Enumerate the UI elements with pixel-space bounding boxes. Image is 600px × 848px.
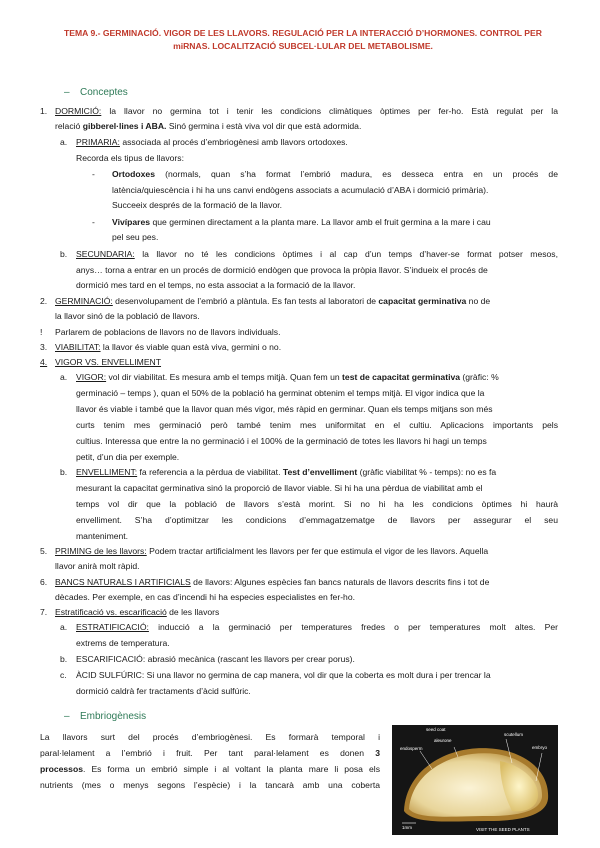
bancs-term: BANCS NATURALS I ARTIFICIALS [55, 577, 191, 587]
embrio-line-2 [40, 747, 380, 760]
embrio-text-3b: . Es forma un embrió simple i al voltant la planta mare li posa els [83, 764, 380, 774]
viviapares-line-1 [112, 216, 491, 229]
vigor-line-3: llavor és viable i també que la llavor quan més vigor, més ràpid en germinar. Quan els temps mitjans son més [76, 404, 493, 414]
germinacio-term: GERMINACIÓ: [55, 296, 113, 306]
section-conceptes-title: Conceptes [80, 87, 128, 98]
estrat-c-line-1 [76, 669, 491, 682]
item-number-4: 4. [40, 357, 48, 367]
ortodoxes-line-3: Succeeix després de la formació de la llavor. [112, 200, 283, 210]
secundaria-line-1 [76, 248, 558, 261]
envelliment-text-1a: fa referencia a la pèrdua de viabilitat. [137, 467, 283, 477]
marker-a: a. [60, 372, 68, 382]
viviapares-line-2: pel seu pes. [112, 232, 159, 242]
estrat-a-term: ESTRATIFICACIÓ: [76, 622, 149, 632]
seed-section-photo [392, 725, 558, 835]
vigor-envelliment-head [55, 356, 161, 369]
section-dash: – [64, 711, 70, 722]
item-number-6: 6. [40, 577, 48, 587]
secundaria-line-2: anys… torna a entrar en un procés de dormició endògen que provoca la pròpia llavor. S’indueix el procés de [76, 265, 488, 275]
label-scutellum: scutellum [504, 732, 524, 737]
exclaim-marker: ! [40, 327, 43, 337]
vigor-line-1 [76, 371, 499, 384]
marker-b: b. [60, 467, 68, 477]
bullet-viviapares: - [92, 217, 95, 227]
dormicio-text-1: la llavor no germina tot i tenir les condicions climàtiques òptimes per fer-ho. Està regulat per la [101, 106, 558, 116]
vigor-text-1b: test de capacitat germinativa [342, 372, 461, 382]
dormicio-text-2c: Sinó germina i està viva vol dir que està adormida. [166, 121, 362, 131]
secundaria-text-1: la llavor no té les condicions òptimes i al cap d’un temps d’haver-se format potser mesos, [134, 249, 558, 259]
embrio-text-2: paral·lelament a l’embrió i fruit. Per tant paral·lelament es donen [40, 748, 364, 758]
embrio-text-3a: processos [40, 764, 83, 774]
envelliment-text-1c: (gràfic viabilitat % - temps): no es fa [357, 467, 497, 477]
estrat-c-term: ÀCID SULFÚRIC: [76, 670, 145, 680]
item-number-3: 3. [40, 342, 48, 352]
title-line-2: miRNAS. LOCALITZACIÓ SUBCEL·LULAR DEL METABOLISME. [173, 41, 433, 51]
dormicio-line-1 [55, 105, 558, 118]
envelliment-line-5: manteniment. [76, 531, 129, 541]
estrat-b-line [76, 653, 355, 666]
label-seed-coat: seed coat [426, 727, 446, 732]
label-embryo: embryo [532, 745, 548, 750]
priming-line-1 [55, 545, 488, 558]
estrat-b-text: abrasió mecànica (rascant les llavors per crear porus). [145, 654, 355, 664]
vigor-line-4: curts tenim mes germinació però també tenim mes uniformitat en el cultiu. Aplicacions importants pels [76, 420, 558, 430]
section-embriogenesis [64, 710, 146, 723]
secundaria-line-3: dormició mes tard en el temps, no esta associat a la formació de la llavor. [76, 280, 356, 290]
label-endosperm: endosperm [400, 746, 423, 751]
estrat-c-line-2: dormició caldrà fer tractaments d’àcid sulfúric. [76, 686, 251, 696]
dormicio-text-2b: gibberel·lines i ABA. [82, 121, 167, 131]
dormicio-text-2a: relació [55, 121, 83, 131]
germinacio-line-2: la llavor sinó de la població de llavors. [55, 311, 200, 321]
envelliment-line-1 [76, 466, 496, 479]
embrio-line-4: nutrients (mes o menys segons l’espècie) i la tancarà amb una coberta [40, 780, 380, 790]
estrat-b-term: ESCARIFICACIÓ: [76, 654, 146, 664]
marker-b: b. [60, 249, 68, 259]
marker-b: b. [60, 654, 68, 664]
germinacio-text-1b: capacitat germinativa [378, 296, 467, 306]
dormicio-line-2 [55, 120, 361, 133]
germinacio-line-1 [55, 295, 490, 308]
marker-a: a. [60, 137, 68, 147]
document-title [48, 27, 558, 53]
secundaria-term: SECUNDARIA: [76, 249, 135, 259]
envelliment-line-4: envelliment. S’ha d’optimitzar les condicions d’emmagatzematge de llavors per assegurar el seu [76, 515, 558, 525]
priming-text-1: Podem tractar artificialment les llavors per fer que estimula el vigor de les llavors. Aquella [146, 546, 489, 556]
label-scale: 1mm [402, 825, 412, 830]
envelliment-line-3: temps vol dir que la població de llavors s’està morint. Si no hi ha les condicions òptimes hi haurà [76, 499, 558, 509]
title-line-1: TEMA 9.- GERMINACIÓ. VIGOR DE LES LLAVORS. REGULACIÓ PER LA INTERACCIÓ D’HORMONES. CONTROL PER [64, 28, 542, 38]
ortodoxes-line-2: latència/quiescència i hi ha uns canvi endògens associats a acumulació d’ABA i dormició primària). [112, 185, 489, 195]
label-aleurone: aleurone [434, 738, 452, 743]
vigor-text-1c: (gràfic: % [460, 372, 499, 382]
viabilitat-line [55, 341, 281, 354]
section-embriogenesis-title: Embriogènesis [80, 711, 147, 722]
vigor-term: VIGOR: [76, 372, 107, 382]
vigor-line-2: germinació – temps ), quan el 50% de la població ha germinat obtenim el temps mitjà. El vigor indica que la [76, 388, 485, 398]
estratificacio-head [55, 606, 219, 619]
primaria-line [76, 136, 348, 149]
germinacio-text-1a: desenvolupament de l’embrió a plàntula. Es fan tests al laboratori de [112, 296, 379, 306]
envelliment-line-2: mesurant la capacitat germinativa sinó la proporció de llavor viable. Si hi ha una pèrdua de viabilitat amb el [76, 483, 483, 493]
priming-term: PRIMING de les llavors: [55, 546, 147, 556]
bancs-text-1: de llavors: Algunes espècies fan bancs naturals de llavors descrits fins i tot de [190, 577, 490, 587]
viabilitat-text: la llavor és viable quan està viva, germini o no. [100, 342, 282, 352]
marker-c: c. [60, 670, 67, 680]
primaria-term: PRIMARIA: [76, 137, 120, 147]
poblacions-line: Parlarem de poblacions de llavors no de llavors individuals. [55, 327, 281, 337]
bullet-ortodoxes: - [92, 169, 95, 179]
estrat-a-text-1: inducció a la germinació per temperatures fredes o per temperatures molt altes. Per [148, 622, 558, 632]
priming-line-2: llavor anirà molt ràpid. [55, 561, 140, 571]
estrat-a-line-1 [76, 621, 558, 634]
estrat-a-line-2: extrems de temperatura. [76, 638, 170, 648]
germinacio-text-1c: no de [466, 296, 491, 306]
estrat-c-text-1: Si una llavor no germina de cap manera, vol dir que la coberta es molt dura i per trencar la [144, 670, 491, 680]
bancs-line-2: dècades. Per exemple, en cas d’incendi hi ha especies especialistes en fer-ho. [55, 592, 356, 602]
label-credit: VISIT THE SEED PLANTS [476, 827, 530, 832]
primaria-text: associada al procés d’embriogènesi amb llavors ortodoxes. [119, 137, 348, 147]
bancs-line-1 [55, 576, 489, 589]
item-number-5: 5. [40, 546, 48, 556]
vigor-line-6: petit, d’un dia per exemple. [76, 452, 180, 462]
marker-a: a. [60, 622, 68, 632]
embrio-line-3 [40, 763, 380, 776]
item-number-2: 2. [40, 296, 48, 306]
vigor-line-5: cultius. Interessa que entre la no germinació i el 100% de la germinació de totes les llavors hi hagi un temps [76, 436, 487, 446]
ortodoxes-line-1 [112, 168, 558, 181]
viviapares-term: Vivípares [112, 217, 151, 227]
embrio-text-2b: 3 [375, 748, 380, 758]
embrio-line-1: La llavors surt del procés d’embriogènesi. Es formarà temporal i [40, 732, 380, 742]
ortodoxes-text-1: (normals, quan s’ha format l’embrió madura, es desseca entra en un procés de [154, 169, 558, 179]
ortodoxes-term: Ortodoxes [112, 169, 155, 179]
recorda-line: Recorda els tipus de llavors: [76, 153, 184, 163]
vigor-envelliment-title: VIGOR VS. ENVELLIMENT [55, 357, 162, 367]
item-number-1: 1. [40, 106, 48, 116]
estratificacio-head-term: Estratificació vs. escarificació [55, 607, 167, 617]
estratificacio-head-rest: de les llavors [166, 607, 220, 617]
envelliment-term: ENVELLIMENT: [76, 467, 138, 477]
viabilitat-term: VIABILITAT: [55, 342, 101, 352]
vigor-text-1a: vol dir viabilitat. Es mesura amb el temps mitjà. Quan fem un [106, 372, 343, 382]
section-conceptes [64, 86, 128, 99]
viviapares-text-1: que germinen directament a la planta mare. La llavor amb el fruit germina a la mare i cau [150, 217, 491, 227]
envelliment-text-1b: Test d’envelliment [282, 467, 358, 477]
item-number-7: 7. [40, 607, 48, 617]
section-dash: – [64, 87, 70, 98]
dormicio-term: DORMICIÓ: [55, 106, 102, 116]
seed-illustration [392, 725, 558, 835]
